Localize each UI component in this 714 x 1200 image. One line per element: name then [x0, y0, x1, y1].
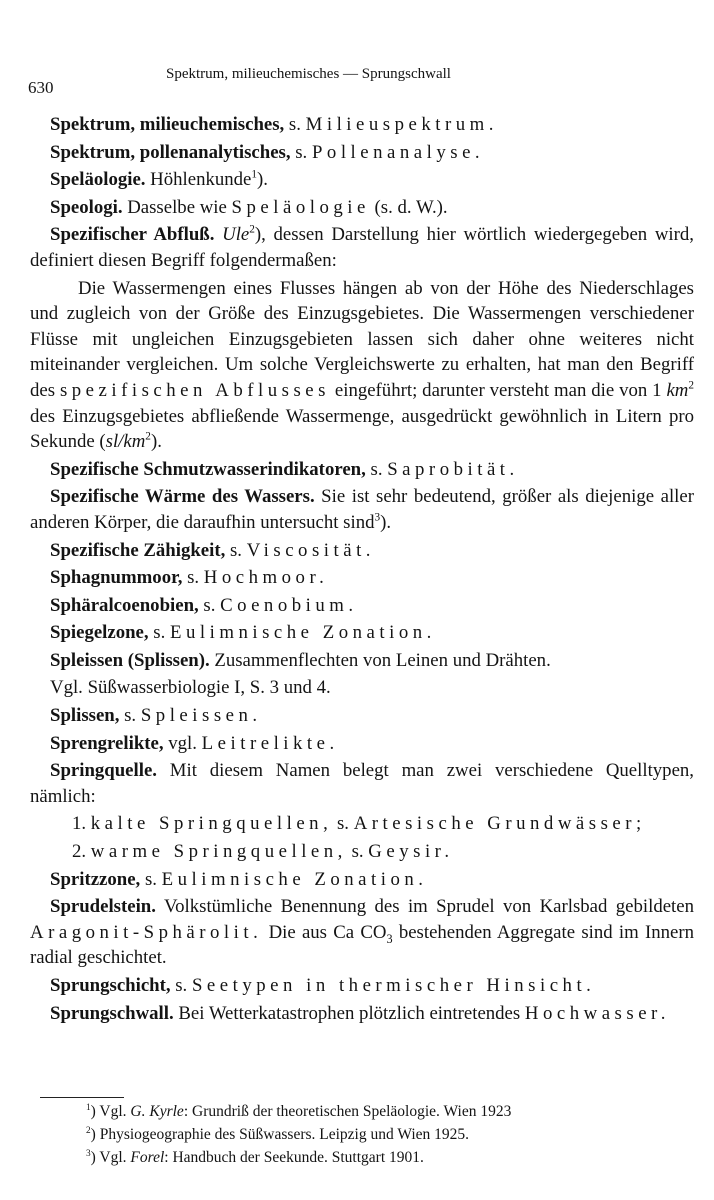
entry-text: s. [365, 458, 388, 480]
entry-text: s. [119, 705, 141, 727]
entry-text: s. [290, 141, 312, 163]
entry-text: s. [140, 868, 162, 890]
page-body [30, 112, 694, 1028]
entry-text: Bei Wetterkatastrophen plötzlich eintretendes [173, 1002, 525, 1024]
entry-head: Sprungschwall. [50, 1002, 174, 1024]
footnote-mark: 2 [86, 1125, 91, 1136]
footnote-text: Vgl. [99, 1103, 131, 1120]
entry-head: Spezifische Wärme des Wassers. [50, 486, 315, 508]
superscript: 2 [688, 379, 695, 392]
footnote-text: : Handbuch der Seekunde. Stuttgart 1901. [164, 1149, 424, 1166]
entry-head: Sprungschicht, [50, 975, 171, 996]
entry-head: Spezifische Zähigkeit, [50, 539, 226, 561]
cross-reference: Seetypen in thermischer Hinsicht. [191, 975, 596, 996]
entry-spezifische-schmutzwasserindikatoren [30, 457, 694, 483]
entry-head: Speläologie. [50, 169, 146, 191]
entry-text: Volkstümliche Benennung des im Sprudel von Karlsbad gebildeten [155, 896, 694, 918]
entry-text: ). [380, 511, 392, 533]
entry-text: s. [148, 622, 170, 644]
entry-head: Sphäralcoenobien, [50, 594, 199, 616]
entry-text: s. [346, 841, 369, 863]
entry-sphagnummoor [30, 565, 694, 591]
cross-reference: Eulimnische Zonation. [161, 868, 428, 890]
entry-head: Spiegelzone, [50, 622, 149, 644]
entry-spektrum-milieuchemisches [30, 112, 694, 138]
page-header [28, 66, 694, 97]
footnote-marker: 2 [249, 224, 255, 237]
footnote-3: $^3$) Vgl. Forel: Handbuch der Seekunde. Stuttgart 1901. [86, 1148, 424, 1166]
entry-head: Sprudelstein. [50, 896, 156, 918]
entry-text: bestehenden Aggregate sind im Innern radial geschichtet. [30, 921, 694, 969]
cross-reference: Hochwasser. [524, 1002, 670, 1024]
cross-reference: Spleissen. [140, 705, 262, 727]
item-number: 2. [72, 841, 91, 863]
entry-text: Die aus Ca CO [262, 921, 387, 943]
entry-text: Vgl. Süßwasserbiologie I, S. 3 und 4. [50, 677, 331, 699]
entry-spleissen [30, 648, 694, 674]
quote-text: des Einzugsgebietes abfließende Wassermenge, ausgedrückt gewöhnlich in Litern pro Sekunde ( [30, 405, 694, 453]
running-title: Spektrum, milieuchemisches — Sprungschwall [166, 66, 451, 82]
entry-splissen [30, 703, 694, 729]
footnote-author: Forel [130, 1149, 165, 1166]
entry-spezifischer-abfluss [30, 222, 694, 273]
entry-text: ), dessen Darstellung hier wörtlich wiedergegeben wird, definiert diesen Begriff folgendermaßen: [30, 224, 694, 271]
quote-text: Die Wassermengen eines Flusses hängen ab von der Höhe des Niederschlages und zugleich von der Größe des Einzugsgebietes. Die Wassermengen verschiedener Flüsse mit ungleichen Einzugsgebieten lassen sich daher ohne weiteres nicht miteinander vergleichen. Um solche Vergleichswerte zu erhalten, hat man den Begriff des [30, 277, 694, 401]
footnote-rule [40, 1097, 124, 1098]
cross-reference: Eulimnische Zonation. [170, 622, 436, 644]
entry-head: Splissen, [50, 705, 120, 727]
entry-speologi [30, 195, 694, 221]
author-name: Ule [214, 224, 250, 246]
entry-spritzzone [30, 867, 694, 893]
cross-reference: Saprobität. [387, 458, 519, 480]
quote-text: ). [150, 431, 162, 453]
footnote-2: $^2$) Physiogeographie des Süßwassers. Leipzig und Wien 1925. [86, 1125, 470, 1143]
cross-reference: Artesische Grundwässer; [353, 813, 646, 835]
entry-head: Spritzzone, [50, 868, 141, 890]
entry-spezifische-waerme [30, 484, 694, 535]
entry-text: Höhlenkunde [145, 169, 252, 191]
emphasized-term: warme Springquellen, [90, 841, 347, 863]
entry-text: s. [170, 975, 192, 996]
footnote-text: : Grundriß der theoretischen Speläologie. Wien 1923 [183, 1103, 512, 1120]
entry-spezifische-zaehigkeit [30, 538, 694, 564]
entry-text: Dasselbe wie [122, 196, 232, 218]
emphasized-term: Aragonit-Sphärolit. [30, 921, 263, 943]
cross-reference: Speläologie [231, 196, 370, 218]
quote-text: eingeführt; darunter versteht man die von 1 [329, 379, 667, 401]
cross-reference: Pollenanalyse. [311, 141, 485, 163]
cross-reference: Viscosität. [246, 539, 376, 561]
footnotes [86, 1100, 686, 1169]
emphasized-term: kalte Springquellen, [90, 813, 333, 835]
entry-head: Spektrum, pollenanalytisches, [50, 141, 291, 163]
entry-head: Speologi. [50, 196, 123, 218]
entry-sprengrelikte [30, 731, 694, 757]
quotation-block [30, 276, 694, 455]
footnote-author: G. Kyrle [130, 1103, 184, 1120]
unit-sl-km: sl/km [105, 431, 146, 453]
cross-reference: Coenobium. [220, 594, 358, 616]
cross-reference: Leitrelikte. [201, 732, 339, 754]
entry-head: Springquelle. [50, 760, 157, 782]
page-number: 630 [28, 78, 54, 97]
footnote-marker: 3 [374, 511, 381, 524]
item-number: 1. [72, 813, 91, 835]
entry-springquelle [30, 758, 694, 809]
entry-text: s. [332, 813, 354, 835]
footnote-marker: 1 [251, 168, 258, 181]
entry-text: Mit diesem Namen belegt man zwei verschiedene Quelltypen, nämlich: [30, 760, 694, 807]
unit-km: km [666, 379, 689, 401]
entry-head: Sphagnummoor, [50, 567, 183, 589]
cross-reference: Geysir. [368, 841, 454, 863]
subscript: 3 [386, 931, 393, 946]
superscript: 2 [145, 430, 151, 443]
entry-head: Spleissen (Splissen). [50, 649, 210, 671]
emphasized-term: spezifischen Abflusses [59, 379, 330, 401]
springquelle-item-1 [30, 811, 694, 837]
entry-text: Zusammenflechten von Leinen und Drähten. [209, 649, 551, 671]
entry-text: vgl. [163, 732, 202, 754]
entry-text: s. [198, 594, 221, 616]
footnote-mark: 3 [86, 1148, 91, 1159]
entry-head: Spezifischer Abfluß. [50, 224, 215, 246]
entry-text: (s. d. W.). [369, 196, 448, 218]
entry-text: ). [257, 169, 268, 191]
footnote-text: Vgl. [99, 1149, 131, 1166]
entry-sprungschwall [30, 1001, 694, 1027]
entry-text: s. [225, 539, 247, 561]
entry-head: Spektrum, milieuchemisches, [50, 114, 285, 135]
entry-sphaeralcoenobien [30, 593, 694, 619]
entry-spektrum-pollenanalytisches [30, 140, 694, 166]
entry-spiegelzone [30, 620, 694, 646]
springquelle-item-2 [30, 839, 694, 865]
entry-head: Sprengrelikte, [50, 732, 164, 754]
footnote-text: Physiogeographie des Süßwassers. Leipzig und Wien 1925. [99, 1126, 470, 1143]
cross-reference: Milieuspektrum. [305, 114, 498, 135]
entry-spleissen-vgl [30, 675, 694, 701]
footnote-1: $^1$) Vgl. G. Kyrle: Grundriß der theoretischen Speläologie. Wien 1923 [86, 1102, 512, 1120]
footnote-mark: 1 [86, 1102, 91, 1113]
entry-speläologie [30, 167, 694, 193]
entry-head: Spezifische Schmutzwasserindikatoren, [50, 458, 366, 480]
entry-sprudelstein [30, 894, 694, 971]
entry-text: s. [284, 114, 306, 135]
entry-text: Sie ist sehr bedeutend, größer als diejenige aller anderen Körper, die daraufhin untersucht sind [30, 486, 694, 533]
entry-sprungschicht [30, 973, 694, 999]
entry-text: s. [182, 567, 204, 589]
cross-reference: Hochmoor. [203, 567, 329, 589]
